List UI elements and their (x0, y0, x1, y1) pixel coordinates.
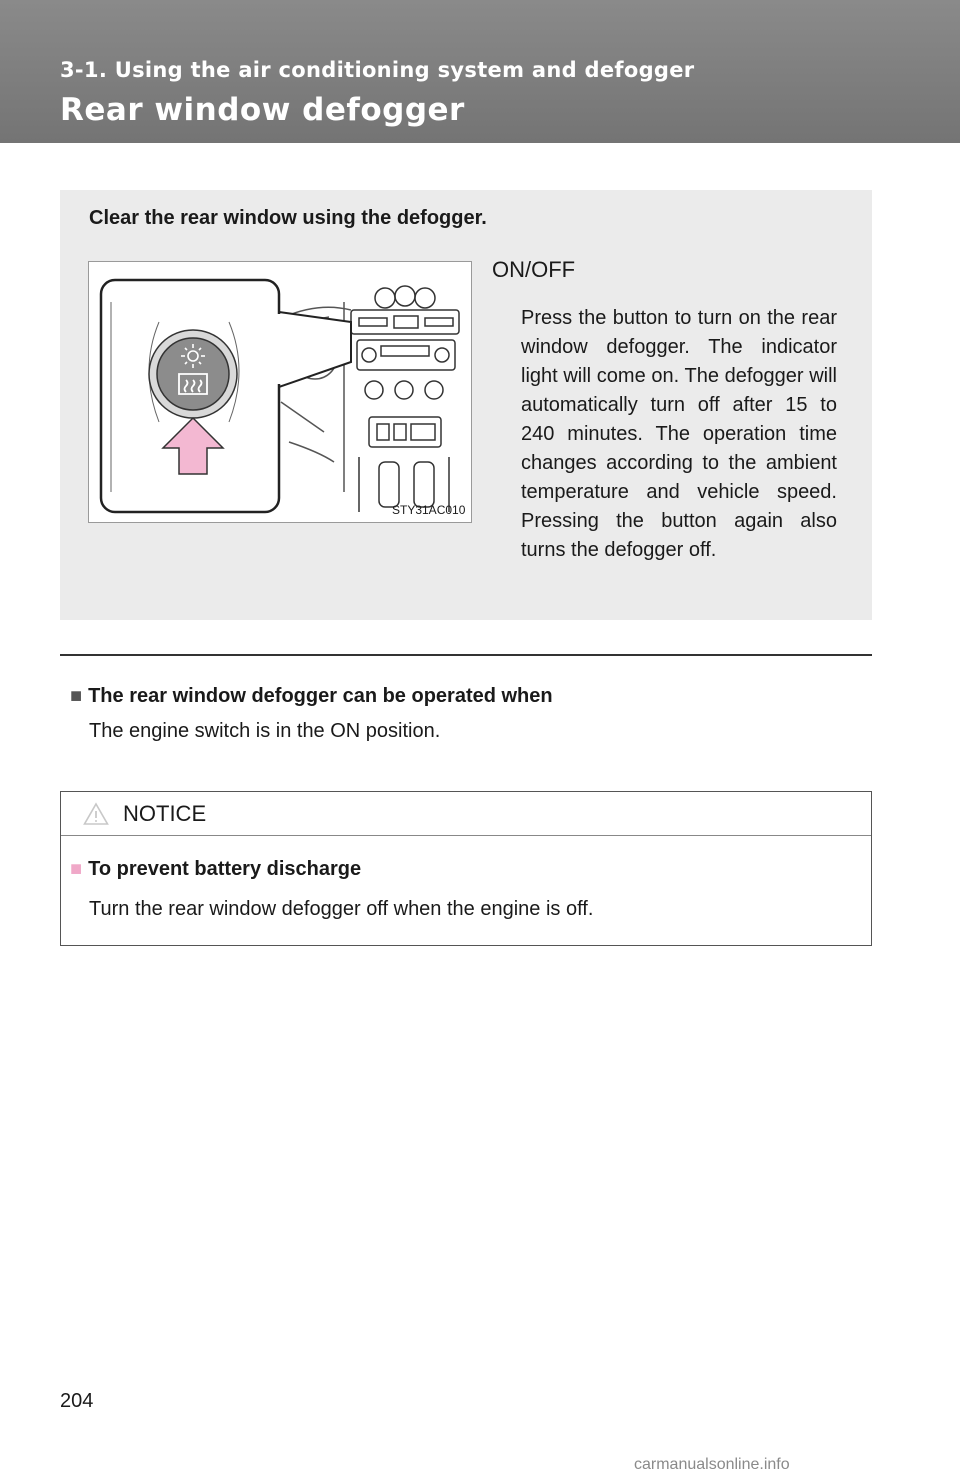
figure-id: STY31AC010 (392, 503, 466, 517)
defogger-illustration (88, 261, 472, 523)
on-off-description: Press the button to turn on the rear window defogger. The indicator light will come on. The defogger will automatically turn off after 15 to 240 minutes. The operation time changes according to the ambient temperature and vehicle speed. Pressing the button again also turns the defogger off. (521, 307, 837, 561)
notice-box (60, 791, 872, 946)
on-off-label: ON/OFF (492, 257, 576, 282)
section-divider (60, 654, 872, 656)
panel-heading: Clear the rear window using the defogger. (89, 207, 487, 229)
watermark: carmanualsonline.info (634, 1456, 790, 1473)
page-number: 204 (60, 1390, 94, 1412)
note-heading (70, 685, 553, 708)
notice-subheading (70, 858, 361, 881)
pink-square-icon: ■ (70, 858, 83, 880)
page-title: Rear window defogger (60, 92, 465, 128)
bullet-square-icon: ■ (70, 685, 83, 707)
dashboard-drawing (89, 262, 472, 523)
section-header-band (0, 0, 960, 143)
notice-title: NOTICE (123, 801, 207, 826)
section-title: 3-1. Using the air conditioning system and defogger (60, 58, 695, 82)
warning-triangle-icon (83, 802, 109, 826)
note-body: The engine switch is in the ON position. (89, 720, 441, 742)
notice-header (61, 792, 871, 836)
notice-body: Turn the rear window defogger off when the engine is off. (89, 898, 594, 920)
notice-subheading-text: To prevent battery discharge (88, 858, 362, 880)
info-panel (60, 190, 872, 620)
note-heading-text: The rear window defogger can be operated when (88, 685, 553, 707)
